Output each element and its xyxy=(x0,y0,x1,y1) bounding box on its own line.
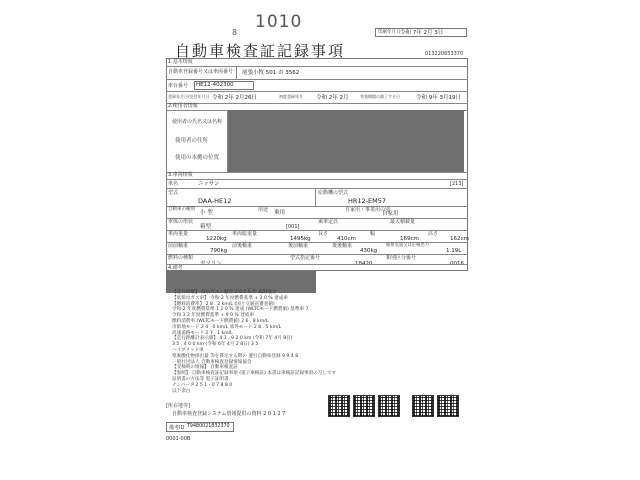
fuel-value: ガソリン xyxy=(200,261,223,267)
notes-line: 証明書の方法等 電子証明書 xyxy=(172,376,229,382)
first-year-value: 令和 2年 2月 xyxy=(316,95,349,101)
weight-value: 1220kg xyxy=(206,236,227,242)
section-usage-heading: 2.使用者情報 xyxy=(168,103,198,109)
type-value: 小 型 xyxy=(200,210,213,216)
user-address-label: 使用者の住所 xyxy=(175,138,209,144)
qr-code-icon xyxy=(328,395,350,417)
page-mark: 8 xyxy=(232,28,238,37)
shape-value: 自家用 xyxy=(382,211,399,217)
gross-label: 車両総重量 xyxy=(232,231,258,237)
engine-value: HR12-EM57 xyxy=(348,197,387,205)
class-value: 0016 xyxy=(450,261,464,267)
fuel-label: 燃料の種類 xyxy=(168,255,194,261)
rear-axle2-value: 430kg xyxy=(360,248,378,254)
notes-line: 【走行距離】 排出ガス・騒音 2 0 1 6 年 規制適合 xyxy=(172,290,277,295)
notes-line: 窒素酸化物排出量 等を算定する際の 運行自動車登録 9 9 4 8 xyxy=(172,353,299,359)
width-value: 169cm xyxy=(400,236,419,242)
notes-line: 【走行距離計表示値】 4 1 , 9 2 0 km (令和 7年 4月 8日) xyxy=(172,336,293,342)
qr-code-icon xyxy=(412,395,434,417)
notes-line: 令和 1 2 年度燃費基準 + 9 0 % 達成車 xyxy=(172,313,255,319)
notes-line: 市街地モード 2 4 . 0 km/L 郊外モード 2 8 . 5 km/L xyxy=(172,324,282,330)
issue-date-box xyxy=(375,28,467,37)
notes-line: ナンバー P 2 5 1 - 0 7 8 8 0 xyxy=(172,382,233,388)
notes-line: 【受検時の情報】 自動車検査証 xyxy=(172,365,238,371)
width-label: 幅 xyxy=(370,231,376,237)
first-year-label: 初度登録年月 xyxy=(279,94,303,99)
base-location-label: 使用の本拠の位置 xyxy=(175,155,220,161)
weight-label: 車両重量 xyxy=(168,231,189,237)
cert-label: 型式指定番号 xyxy=(290,255,321,261)
use-label: 用途 xyxy=(258,207,269,213)
expiry-label: 有効期間の満了する日 xyxy=(360,94,400,99)
rear-axle-label: 後前軸重 xyxy=(288,243,309,249)
reg-number-label: 自動車登録番号又は車両番号 xyxy=(168,69,234,75)
first-reg-value: 令和 2年 2月26日 xyxy=(212,95,257,101)
notes-line: 以下余白 xyxy=(172,388,191,394)
body-value: 箱型 xyxy=(200,224,212,230)
handwritten-number: 1010 xyxy=(255,12,303,32)
section-notes-heading: 4.備考 xyxy=(168,265,183,271)
notes-line: 一般社団法人 自動車検査登録情報協会 xyxy=(172,359,252,365)
class-label: 類別区分番号 xyxy=(386,255,417,261)
notes-line: 燃料消費率 (WLTCモード燃費値) 2 6 . 8 km/L xyxy=(172,318,269,324)
length-label: 長さ xyxy=(318,231,329,237)
front-axle2-label: 前後軸重 xyxy=(232,243,253,249)
user-info-redaction xyxy=(228,110,464,172)
system-label: [所在地等] xyxy=(166,403,190,409)
model-value: DAA-HE12 xyxy=(198,197,232,205)
body-label: 車体の形状 xyxy=(168,219,194,225)
cert-value: 18420 xyxy=(355,261,373,267)
user-name-label: 使用者の氏名又は名称 xyxy=(172,119,223,125)
model-label: 型式 xyxy=(168,190,179,196)
use-value: 乗用 xyxy=(274,210,286,216)
ref-value: T9480021832370 xyxy=(187,424,230,429)
ref-label: 備考ID xyxy=(169,424,185,431)
system-text: 自動車検査登録システム情報提供の資料 2 0 1 2 7 xyxy=(172,411,286,417)
issue-date-label: 印刷年月日 xyxy=(378,30,401,35)
chassis-label: 車台番号 xyxy=(168,83,189,89)
first-reg-label: 登録年月日/交付年月日 xyxy=(168,94,210,99)
shape-label: 自家用・事業用の別 xyxy=(345,207,391,213)
height-label: 高さ xyxy=(428,231,439,237)
engine-label: 原動機の型式 xyxy=(318,190,349,196)
notes-line: ハイブリッド車 xyxy=(172,347,204,353)
notes-line: 【低排出ガス車】 令和 2 年度燃費基準 + 2 0 % 達成車 xyxy=(172,295,288,301)
capacity-label: 乗車定員 xyxy=(318,219,339,225)
section-basic-heading: 1.基本情報 xyxy=(168,59,193,65)
page-code: 0001-00B xyxy=(166,436,191,442)
document-title: 自動車検査証記録事項 xyxy=(175,42,346,60)
issue-date-value: 令和 7年 2月 3日 xyxy=(400,29,444,36)
front-axle-value: 790kg xyxy=(210,248,228,254)
reg-number-value: 尾張小牧 501 お 3562 xyxy=(242,70,300,76)
qr-code-icon xyxy=(378,395,400,417)
make-value: ニッサン xyxy=(198,181,220,187)
notes-line: 高速道路モード 2 7 . 1 km/L xyxy=(172,330,233,336)
make-code: [213] xyxy=(450,181,464,187)
notes-block xyxy=(172,290,432,394)
gross-value: 1495kg xyxy=(290,236,311,242)
notes-line: 【燃料消費率】 2 8 . 2 km/L (国土交通省審査値) xyxy=(172,301,275,307)
notes-line: 3 5 , 4 0 0 km (令和 6年 4月 2 8日) 3 5 xyxy=(172,342,259,348)
qr-code-icon xyxy=(437,395,459,417)
rear-axle2-label: 後後軸重 xyxy=(332,243,353,249)
serial-number: 013220653370 xyxy=(425,51,464,57)
ref-box xyxy=(166,422,234,432)
type-label: 自動車の種別 xyxy=(168,207,195,212)
max-load-label: 最大積載量 xyxy=(390,219,416,225)
body-code: [001] xyxy=(286,224,300,230)
displacement-label: 総排気量又は定格出力 xyxy=(386,243,429,248)
qr-code-icon xyxy=(353,395,375,417)
length-value: 410cm xyxy=(337,236,356,242)
expiry-value: 令和 9年 3月19日 xyxy=(416,95,461,101)
displacement-value: 1.19L xyxy=(446,248,462,254)
chassis-value: HE12-402300 xyxy=(196,82,234,88)
notes-line: 【参照】 自動車検査証記録事項 (電子車検証) 本書は車検証記録事項の写しです xyxy=(172,371,337,377)
make-label: 車名 xyxy=(168,181,179,187)
notes-line: 令和 2 年度燃費基準 1 2 0 % 達成 (WLTCモード燃費値) 基準車 7 xyxy=(172,307,309,313)
height-value: 162cm xyxy=(450,236,469,242)
section-vehicle-heading: 3.車両情報 xyxy=(168,172,193,178)
front-axle-label: 前前軸重 xyxy=(168,243,189,249)
